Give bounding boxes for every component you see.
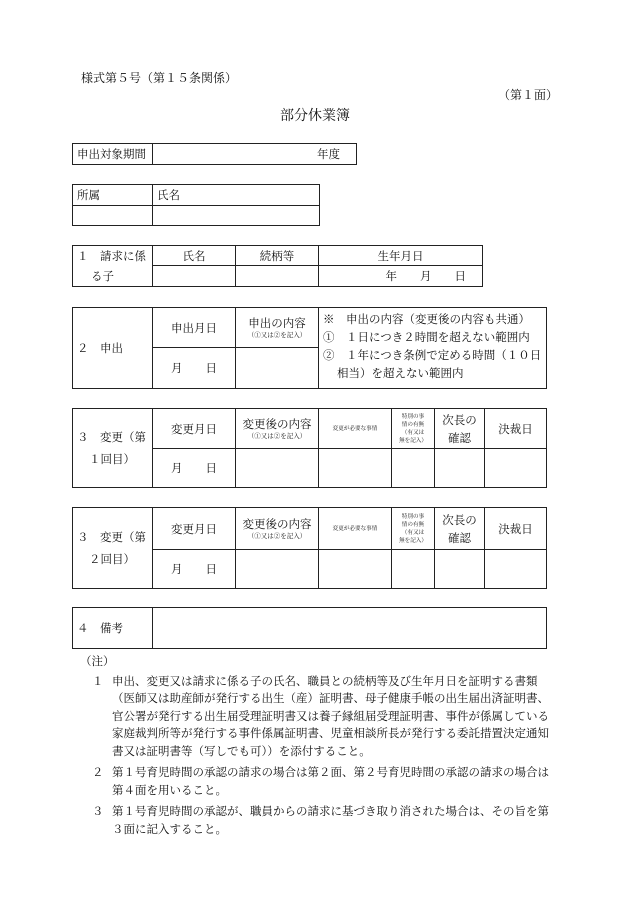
change-2-chief-label — [435, 508, 485, 550]
change-1-section-line1: ３ 変更（第 — [77, 430, 146, 444]
change-2-reason-field[interactable] — [319, 550, 392, 589]
change-1-chief-line2: 確認 — [448, 430, 471, 445]
change-1-special-line2: 情の有無 — [401, 421, 425, 428]
change-1-date-label: 変更月日 — [153, 409, 236, 449]
child-relation-field[interactable] — [236, 266, 319, 287]
change-1-decision-label: 決裁日 — [485, 409, 547, 449]
change-2-content-field[interactable] — [236, 550, 319, 589]
child-table — [72, 245, 483, 287]
page-number: （第１面） — [498, 88, 559, 102]
notes-section — [80, 653, 558, 838]
page-title: 部分休業簿 — [280, 108, 350, 124]
change-1-section-label — [73, 409, 153, 488]
application-option-1: ① １日につき２時間を超えない範囲内 — [323, 330, 530, 344]
change-2-special-field[interactable] — [392, 550, 435, 589]
change-1-special-line4: 無を記入） — [399, 437, 427, 444]
name-label: 氏名 — [153, 185, 320, 206]
application-note-head: ※ 申出の内容（変更後の内容も共通） — [323, 312, 530, 326]
change-2-chief-line2: 確認 — [448, 530, 471, 545]
change-2-content-header — [236, 508, 319, 550]
affiliation-table — [72, 184, 320, 226]
form-number: 様式第５号（第１５条関係） — [81, 71, 238, 85]
change-1-table — [72, 408, 547, 488]
change-2-special-line2: 情の有無 — [401, 521, 425, 528]
change-1-section-line2: １回目） — [89, 452, 135, 466]
dept-field[interactable] — [73, 206, 153, 226]
change-1-content-header — [236, 409, 319, 449]
change-1-chief-label — [435, 409, 485, 449]
change-1-reason-field[interactable] — [319, 449, 392, 488]
change-1-reason-label: 変更が必要な事情 — [319, 409, 392, 449]
note-text: 申出、変更又は請求に係る子の氏名、職員との続柄等及び生年月日を証明する書類（医師又は助産師が発行する出生（産）証明書、母子健康手帳の出生届出済証明書、官公署が発行する出生届受理証明書又は養子縁組届受理証明書、事件が係属している家庭裁判所等が発行する事件係属証明書、児童相談所長が発行する委託措置決定通知書又は証明書等（写しでも可））を添付すること。 — [112, 673, 549, 758]
note-number: ２ — [92, 765, 104, 779]
change-1-special-line3: （有又は — [401, 429, 425, 436]
change-2-date-label: 変更月日 — [153, 508, 236, 550]
application-content-label: 申出の内容 — [248, 316, 306, 330]
change-1-decision-field[interactable] — [485, 449, 547, 488]
change-2-content-note: （①又は②を記入） — [247, 532, 307, 540]
change-1-content-field[interactable] — [236, 449, 319, 488]
period-field[interactable]: 年度 — [153, 144, 357, 165]
change-2-special-label — [392, 508, 435, 550]
change-2-decision-field[interactable] — [485, 550, 547, 589]
change-1-content-note: （①又は②を記入） — [247, 432, 307, 440]
change-2-special-line4: 無を記入） — [399, 537, 427, 544]
change-2-section-line2: ２回目） — [89, 552, 135, 566]
note-item — [92, 803, 558, 838]
change-2-section-line1: ３ 変更（第 — [77, 530, 146, 544]
application-content-field[interactable] — [236, 348, 319, 389]
child-relation-label: 続柄等 — [236, 246, 319, 266]
application-option-2: ② １年につき条例で定める時間（１０日 — [323, 348, 542, 362]
application-content-note: （①又は②を記入） — [247, 331, 307, 339]
remarks-label: ４ 備考 — [73, 608, 153, 649]
dept-label: 所属 — [73, 185, 153, 206]
application-content-header — [236, 308, 319, 348]
change-1-special-line1: 特別の事 — [401, 413, 425, 420]
note-number: １ — [92, 673, 104, 688]
change-2-decision-label: 決裁日 — [485, 508, 547, 550]
application-option-2-cont: 相当）を超えない範囲内 — [337, 366, 464, 380]
change-2-date-field[interactable]: 月 日 — [153, 550, 236, 589]
change-2-reason-label: 変更が必要な事情 — [319, 508, 392, 550]
application-date-field[interactable]: 月 日 — [153, 348, 236, 389]
change-1-date-field[interactable]: 月 日 — [153, 449, 236, 488]
application-note-cell — [319, 308, 547, 389]
change-2-chief-field[interactable] — [435, 550, 485, 589]
change-2-content-label: 変更後の内容 — [242, 517, 312, 531]
note-item — [92, 673, 558, 761]
remarks-table — [72, 607, 547, 649]
change-1-chief-line1: 次長の — [442, 412, 477, 427]
change-2-special-line1: 特別の事 — [401, 513, 425, 520]
change-1-special-field[interactable] — [392, 449, 435, 488]
application-table — [72, 307, 547, 389]
note-item — [92, 764, 558, 799]
child-birth-label: 生年月日 — [319, 246, 483, 266]
change-1-chief-field[interactable] — [435, 449, 485, 488]
child-name-field[interactable] — [153, 266, 236, 287]
application-section-label: ２ 申出 — [73, 308, 153, 389]
remarks-field[interactable] — [153, 608, 547, 649]
notes-heading: （注） — [80, 654, 115, 668]
child-section-label: １ 請求に係 — [73, 246, 153, 266]
child-name-label: 氏名 — [153, 246, 236, 266]
child-section-label-cont: る子 — [73, 266, 153, 287]
application-date-label: 申出月日 — [153, 308, 236, 348]
change-1-content-label: 変更後の内容 — [242, 417, 312, 431]
name-field[interactable] — [153, 206, 320, 226]
note-number: ３ — [92, 804, 104, 818]
change-2-chief-line1: 次長の — [442, 512, 477, 527]
change-2-special-line3: （有又は — [401, 529, 425, 536]
change-2-table — [72, 507, 547, 589]
note-text: 第１号育児時間の承認が、職員からの請求に基づき取り消された場合は、その旨を第３面に記入すること。 — [112, 804, 549, 836]
child-birth-field[interactable]: 年 月 日 — [319, 266, 483, 287]
period-label: 申出対象期間 — [73, 144, 153, 165]
change-1-special-label — [392, 409, 435, 449]
note-text: 第１号育児時間の承認の請求の場合は第２面、第２号育児時間の承認の請求の場合は第４面を用いること。 — [112, 765, 549, 797]
period-table — [72, 143, 357, 165]
change-2-section-label — [73, 508, 153, 589]
